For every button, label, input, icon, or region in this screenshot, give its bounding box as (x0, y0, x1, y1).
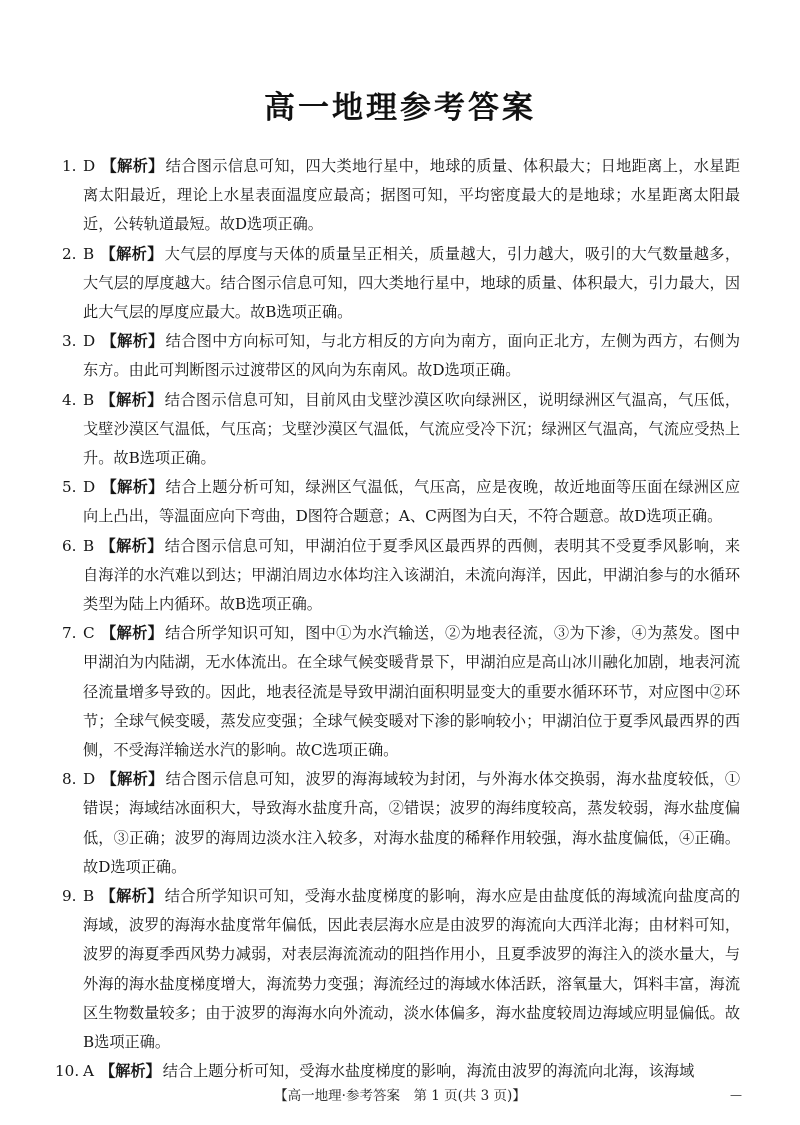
item-explanation: 结合所学知识可知，受海水盐度梯度的影响，海水应是由盐度低的海域流向盐度高的海域，波罗的海海水盐度常年偏低，因此表层海水应是由波罗的海流向大西洋北海；由材料可知，波罗的海夏季西风势力减弱，对表层海流流动的阻挡作用小，且夏季波罗的海注入的淡水量大，与外海的海水盐度梯度增大，海流势力变强；海流经过的海域水体活跃，溶氧量大，饵料丰富，海流区生物数量较多；由于波罗的海海水向外流动，淡水体偏多，海水盐度较周边海域应明显偏低。故B选项正确。 (83, 887, 741, 1052)
item-answer: C (83, 624, 95, 643)
answer-item (62, 882, 740, 1057)
item-answer: B (83, 536, 95, 555)
answer-item (62, 473, 740, 531)
item-explanation: 结合所学知识可知，图中①为水汽输送，②为地表径流，③为下渗，④为蒸发。图中甲湖泊为内陆湖，无水体流出。在全球气候变暖背景下，甲湖泊应是高山冰川融化加剧，地表河流径流量增多导致的。因此，地表径流是导致甲湖泊面积明显变大的重要水循环环节，对应图中②环节；全球气候变暖，蒸发应变强；全球气候变暖对下渗的影响较小；甲湖泊位于夏季风最西界的西侧，不受海洋输送水汽的影响。故C选项正确。 (83, 624, 741, 760)
item-explanation: 结合上题分析可知，受海水盐度梯度的影响，海流由波罗的海流向北海，该海域 (162, 1062, 695, 1081)
page-title: 高一地理参考答案 (264, 90, 536, 126)
analysis-tag: 【解析】 (101, 770, 164, 789)
item-number: 6. (62, 536, 77, 555)
answer-item (55, 1057, 740, 1086)
item-number: 9. (62, 887, 77, 906)
item-number: 2. (62, 244, 77, 263)
analysis-tag: 【解析】 (100, 624, 164, 643)
item-answer: B (83, 390, 95, 409)
item-explanation: 结合图示信息可知，目前风由戈壁沙漠区吹向绿洲区，说明绿洲区气温高，气压低，戈壁沙漠区气温低，气压高；戈壁沙漠区气温低，气流应受冷下沉；绿洲区气温高，气流应受热上升。故B选项正确。 (83, 390, 741, 468)
item-answer: D (83, 770, 96, 789)
page-footer: 【高一地理·参考答案 第 1 页(共 3 页)】 (274, 1088, 526, 1104)
item-number: 4. (62, 390, 77, 409)
item-explanation: 大气层的厚度与天体的质量呈正相关，质量越大，引力越大，吸引的大气数量越多，大气层的厚度越大。结合图示信息可知，四大类地行星中，地球的质量、体积最大，引力最大，因此大气层的厚度应最大。故B选项正确。 (83, 244, 741, 322)
answer-list (55, 152, 741, 1087)
item-answer: A (83, 1062, 94, 1081)
footer-mark: — (730, 1088, 742, 1102)
analysis-tag: 【解析】 (101, 332, 164, 351)
answer-item (62, 152, 740, 240)
item-answer: D (83, 332, 96, 351)
item-number: 7. (62, 624, 77, 643)
analysis-tag: 【解析】 (100, 887, 163, 906)
analysis-tag: 【解析】 (100, 244, 163, 263)
item-number: 8. (62, 770, 77, 789)
analysis-tag: 【解析】 (101, 478, 164, 497)
item-answer: B (83, 244, 95, 263)
analysis-tag: 【解析】 (100, 536, 163, 555)
answer-item (62, 619, 740, 765)
answer-item (62, 386, 740, 474)
item-number: 1. (62, 157, 77, 175)
item-answer: B (83, 887, 95, 906)
item-number: 5. (62, 478, 77, 497)
item-explanation: 结合图示信息可知，甲湖泊位于夏季风区最西界的西侧，表明其不受夏季风影响，来自海洋的水汽难以到达；甲湖泊周边水体均注入该湖泊，未流向海洋，因此，甲湖泊参与的水循环类型为陆上内循环。故B选项正确。 (83, 536, 741, 614)
answer-item (62, 532, 740, 620)
item-explanation: 结合上题分析可知，绿洲区气温低，气压高，应是夜晚，故近地面等压面在绿洲区应向上凸出，等温面应向下弯曲，D图符合题意；A、C两图为白天，不符合题意。故D选项正确。 (83, 478, 741, 526)
item-number: 10. (55, 1062, 80, 1081)
item-answer: D (83, 157, 96, 175)
item-explanation: 结合图中方向标可知，与北方相反的方向为南方，面向正北方，左侧为西方，右侧为东方。由此可判断图示过渡带区的风向为东南风。故D选项正确。 (83, 332, 741, 380)
analysis-tag: 【解析】 (100, 390, 163, 409)
item-explanation: 结合图示信息可知，波罗的海海域较为封闭，与外海水体交换弱，海水盐度较低，①错误；海域结冰面积大，导致海水盐度升高，②错误；波罗的海纬度较高，蒸发较弱，海水盐度偏低，③正确；波罗的海周边淡水注入较多，对海水盐度的稀释作用较强，海水盐度偏低，④正确。故D选项正确。 (83, 770, 741, 876)
item-explanation: 结合图示信息可知，四大类地行星中，地球的质量、体积最大；日地距离上，水星距离太阳最近，理论上水星表面温度应最高；据图可知，平均密度最大的是地球；水星距离太阳最近，公转轨道最短。故D选项正确。 (83, 157, 741, 234)
analysis-tag: 【解析】 (101, 157, 164, 175)
item-number: 3. (62, 332, 77, 351)
answer-item (62, 765, 740, 882)
answer-item (62, 327, 740, 385)
analysis-tag: 【解析】 (99, 1062, 161, 1081)
item-answer: D (83, 478, 96, 497)
answer-item (62, 240, 740, 328)
